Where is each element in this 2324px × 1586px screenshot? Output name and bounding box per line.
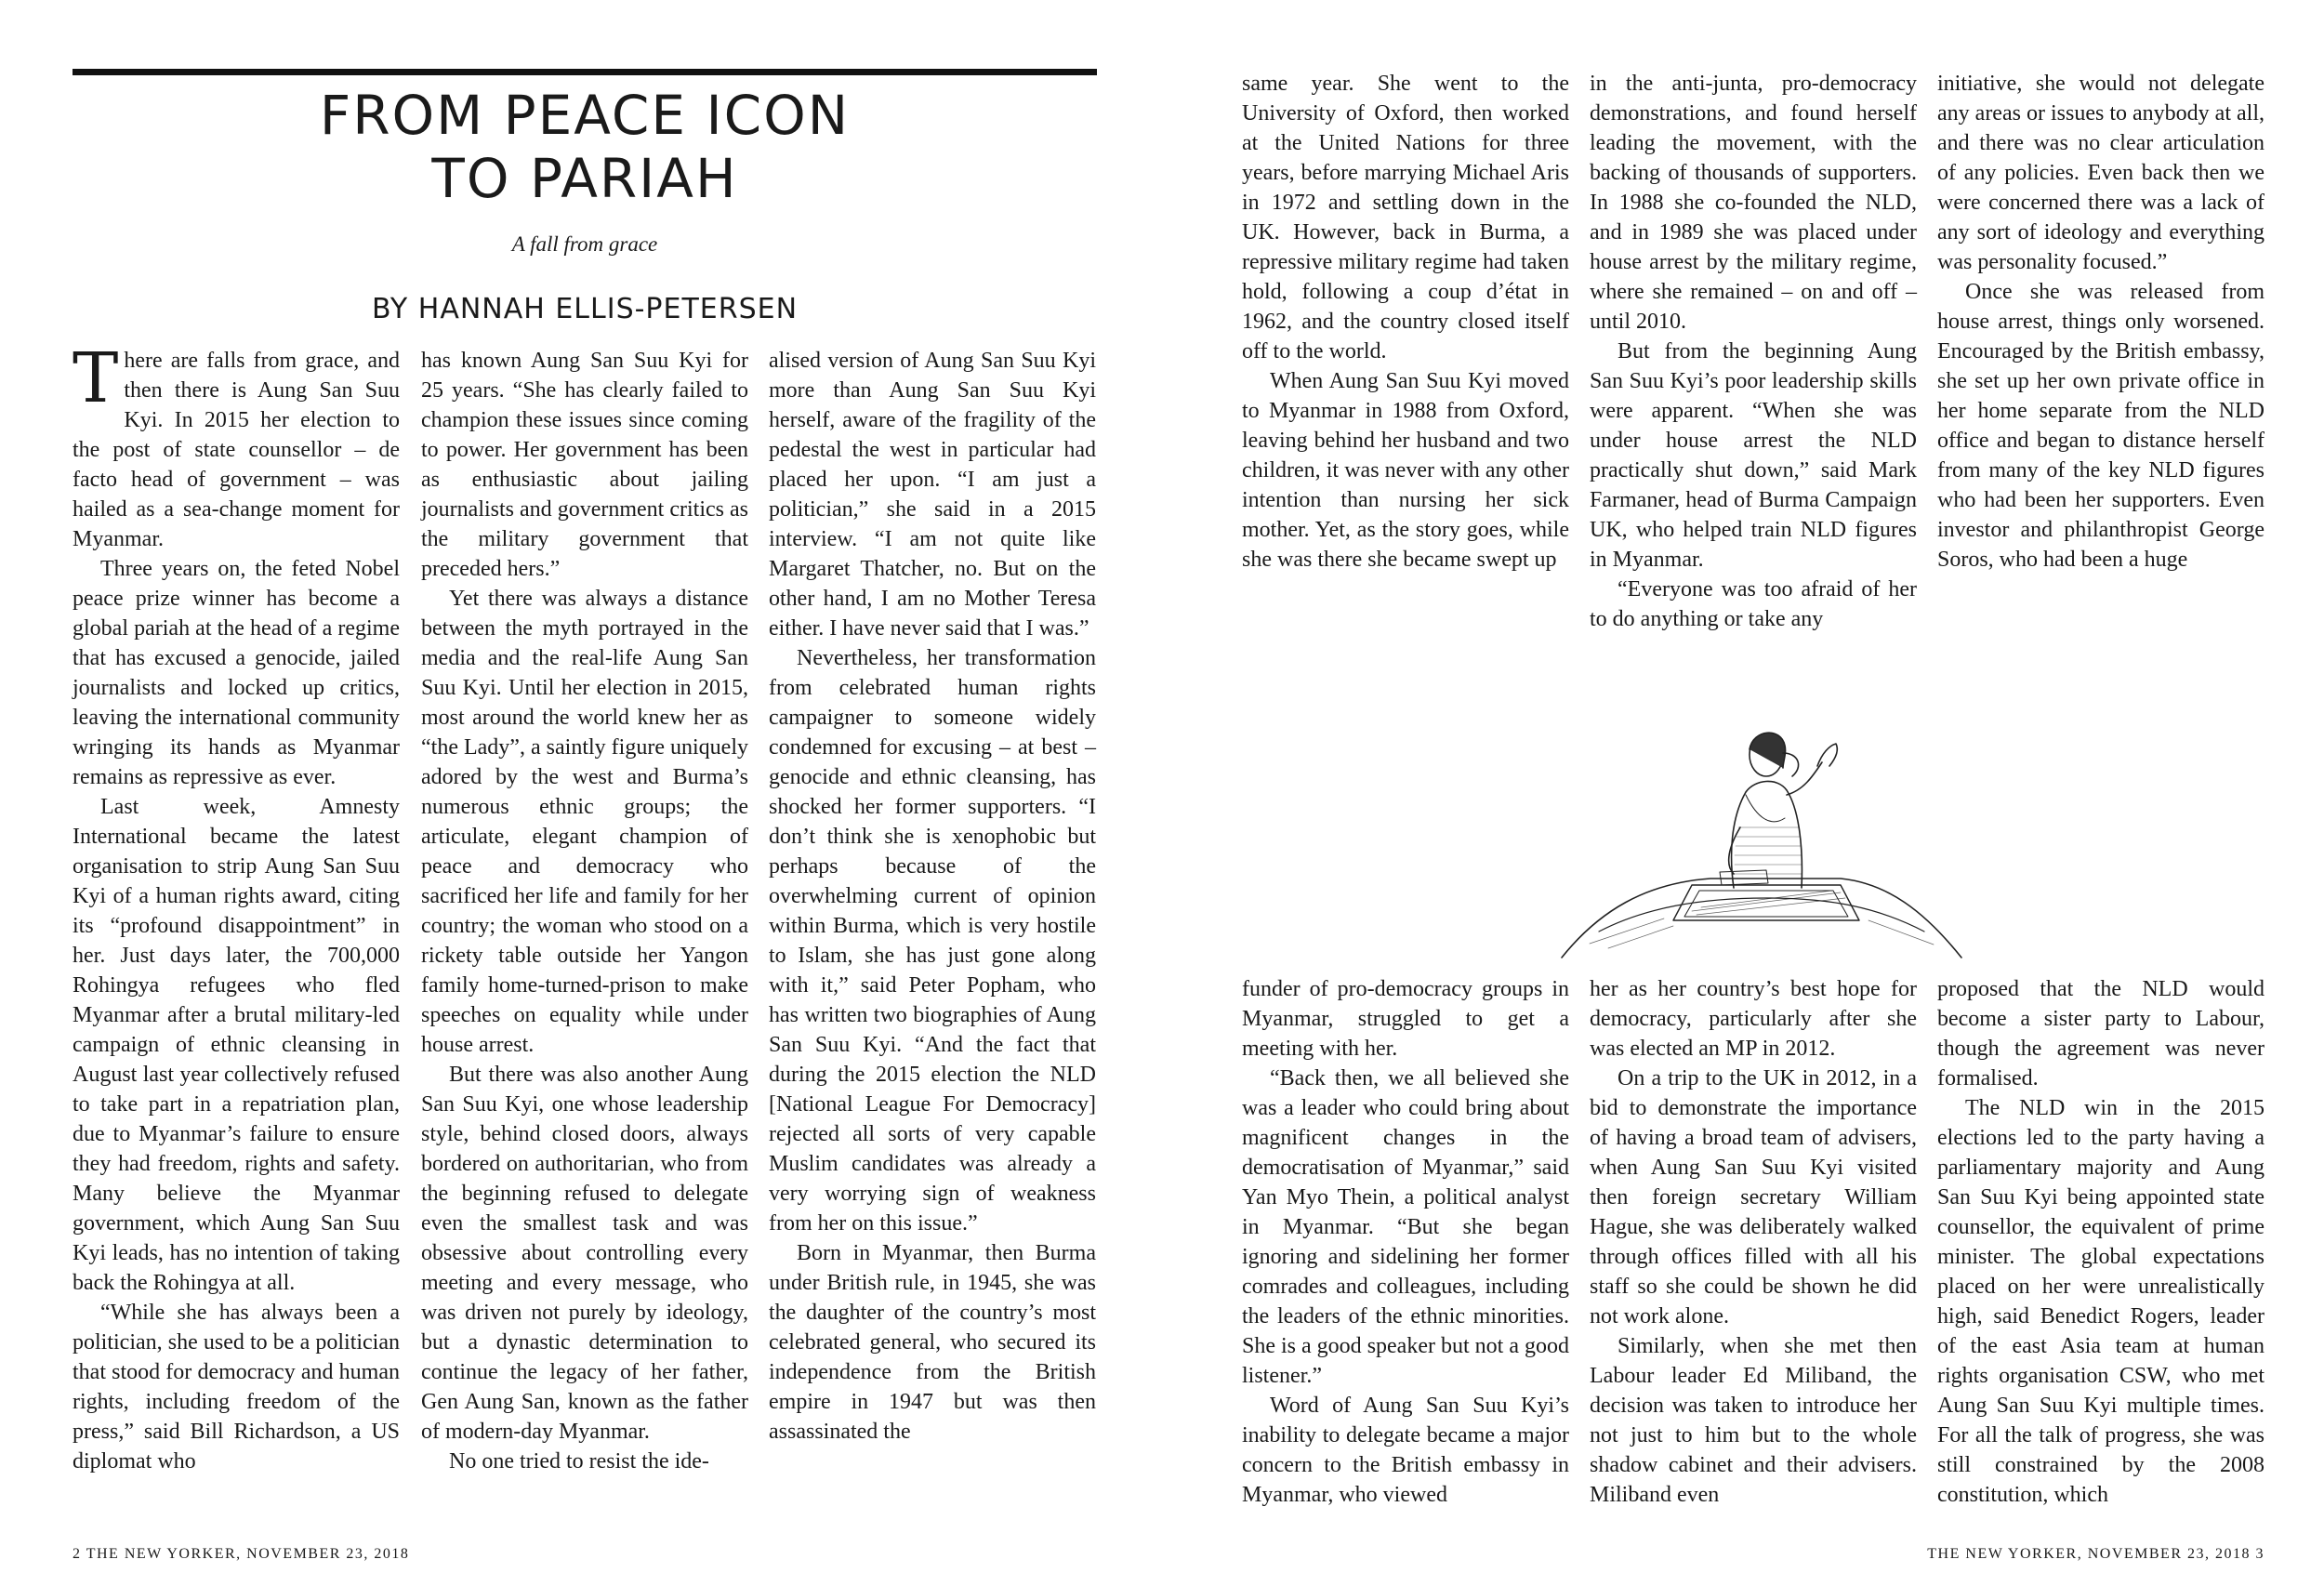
paragraph: When Aung San Suu Kyi moved to Myanmar in 1988 from Oxford, leaving behind her husband and two children, it was never with any other intention than nursing her sick mother. Yet, as the story goes, while she was there she became swept up bbox=[1242, 369, 1569, 572]
title-line-1: FROM PEACE ICON bbox=[319, 84, 851, 147]
paragraph: There are falls from grace, and then there is Aung San Suu Kyi. In 2015 her election to the post of state counsellor – de facto head of government – was hailed as a sea-change moment for Myanmar. bbox=[73, 338, 400, 551]
paragraph: same year. She went to the University of Oxford, then worked at the United Nations for three years, before marrying Michael Aris in 1972 and settling down in the UK. However, back in Burma, a repressive military regime had taken hold, following a coup d’état in 1962, and the country closed itself off to the world. bbox=[1242, 72, 1569, 363]
right-bottom-column-2 bbox=[1590, 974, 1917, 1510]
paragraph: her as her country’s best hope for democracy, particularly after she was elected an MP in 2012. bbox=[1590, 977, 1917, 1061]
paragraph: Yet there was always a distance between the myth portrayed in the media and the real-life Aung San Suu Kyi. Until her election in 2015, most around the world knew her as “the Lady”, a saintly figure uniquely adored by the west and Burma’s numerous ethnic groups; the articulate, elegant champion of peace and democracy who sacrificed her life and family for her country; the woman who stood on a rickety table outside her Yangon family home-turned-prison to make speeches on equality while under house arrest. bbox=[421, 587, 748, 1057]
paragraph: “Everyone was too afraid of her to do anything or take any bbox=[1590, 577, 1917, 631]
paragraph: alised version of Aung San Suu Kyi more than Aung San Suu Kyi herself, aware of the fragility of the pedestal the west in particular had placed her upon. “I am just a politician,” she said in a 2015 interview. “I am not quite like Margaret Thatcher, no. But on the other hand, I am no Mother Teresa either. I have never said that I was.” bbox=[769, 349, 1096, 641]
folio-right: THE NEW YORKER, NOVEMBER 23, 2018 3 bbox=[1927, 1546, 2265, 1562]
paragraph: The NLD win in the 2015 elections led to the party having a parliamentary majority and Aung San Suu Kyi being appointed state counsellor, the equivalent of prime minister. The global expectations placed on her were unrealistically high, said Benedict Rogers, leader of the east Asia team at human rights organisation CSW, who met Aung San Suu Kyi multiple times. For all the talk of progress, she was still constrained by the 2008 constitution, which bbox=[1937, 1096, 2265, 1507]
paragraph: proposed that the NLD would become a sister party to Labour, though the agreement was never formalised. bbox=[1937, 977, 2265, 1090]
left-column-2 bbox=[421, 346, 748, 1476]
paragraph: Once she was released from house arrest, things only worsened. Encouraged by the British embassy, she set up her own private office in her home separate from the NLD office and began to distance herself from many of the key NLD figures who had been her supporters. Even investor and philanthropist George Soros, who had been a huge bbox=[1937, 280, 2265, 572]
paragraph: in the anti-junta, pro-democracy demonstrations, and found herself leading the movement, with the backing of thousands of supporters. In 1988 she co-founded the NLD, and in 1989 she was placed under house arrest by the military regime, where she remained – on and off – until 2010. bbox=[1590, 72, 1917, 334]
article-title bbox=[73, 84, 1097, 210]
paragraph: has known Aung San Suu Kyi for 25 years. “She has clearly failed to champion these issues since coming to power. Her government has been as enthusiastic about jailing journalists and government critics as the military government that preceded hers.” bbox=[421, 349, 748, 581]
paragraph: Word of Aung San Suu Kyi’s inability to delegate became a major concern to the British embassy in Myanmar, who viewed bbox=[1242, 1394, 1569, 1507]
illustration-woman-waving-from-car bbox=[1534, 688, 1980, 967]
paragraph: On a trip to the UK in 2012, in a bid to demonstrate the importance of having a broad team of advisers, when Aung San Suu Kyi visited then foreign secretary William Hague, she was deliberately walked through offices filled with all his staff so she could be shown he did not work alone. bbox=[1590, 1066, 1917, 1328]
paragraph: Similarly, when she met then Labour leader Ed Miliband, the decision was taken to introduce her not just to him but to the whole shadow cabinet and their advisers. Miliband even bbox=[1590, 1334, 1917, 1507]
left-column-3 bbox=[769, 346, 1096, 1447]
paragraph: But there was also another Aung San Suu Kyi, one whose leadership style, behind closed doors, always bordered on authoritarian, who from the beginning refused to delegate even the smallest task and was obsessive about controlling every meeting and every message, who was driven not purely by ideology, but a dynastic determination to continue the legacy of her father, Gen Aung San, known as the father of modern-day Myanmar. bbox=[421, 1063, 748, 1444]
title-line-2: TO PARIAH bbox=[431, 147, 738, 210]
title-rule bbox=[73, 69, 1097, 75]
paragraph: initiative, she would not delegate any areas or issues to anybody at all, and there was no clear articulation of any policies. Even back then we were concerned there was a lack of any sort of ideology and everything was personality focused.” bbox=[1937, 72, 2265, 274]
left-column-1 bbox=[73, 338, 400, 1476]
right-top-column-3 bbox=[1937, 69, 2265, 575]
paragraph: But from the beginning Aung San Suu Kyi’s poor leadership skills were apparent. “When she was under house arrest the NLD practically shut down,” said Mark Farmaner, head of Burma Campaign UK, who helped train NLD figures in Myanmar. bbox=[1590, 339, 1917, 572]
folio-left: 2 THE NEW YORKER, NOVEMBER 23, 2018 bbox=[73, 1546, 410, 1562]
right-top-column-2 bbox=[1590, 69, 1917, 634]
paragraph: No one tried to resist the ide- bbox=[449, 1449, 709, 1474]
drop-cap: T bbox=[73, 338, 119, 418]
right-page bbox=[1162, 0, 2324, 1586]
paragraph: “Back then, we all believed she was a leader who could bring about magnificent changes in the democratisation of Myanmar,” said Yan Myo Thein, a political analyst in Myanmar. “But she began ignoring and sidelining her former comrades and colleagues, including the leaders of the ethnic minorities. She is a good speaker but not a good listener.” bbox=[1242, 1066, 1569, 1388]
paragraph: Last week, Amnesty International became the latest organisation to strip Aung San Suu Kyi of a human rights award, citing its “profound disappointment” in her. Just days later, the 700,000 Rohingya refugees who fled Myanmar after a brutal military-led campaign of ethnic cleansing in August last year collectively refused to take part in a repatriation plan, due to Myanmar’s failure to ensure they had freedom, rights and safety. Many believe the Myanmar government, which Aung San Suu Kyi leads, has no intention of taking back the Rohingya at all. bbox=[73, 795, 400, 1295]
article-dek: A fall from grace bbox=[511, 232, 658, 256]
right-bottom-column-1 bbox=[1242, 974, 1569, 1510]
paragraph: Nevertheless, her transformation from celebrated human rights campaigner to someone widely condemned for excusing – at best – genocide and ethnic cleansing, has shocked her former supporters. “I don’t think she is xenophobic but perhaps because of the overwhelming current of opinion within Burma, which is very hostile to Islam, she has just gone along with it,” said Peter Popham, who has written two biographies of Aung San Suu Kyi. “And the fact that during the 2015 election the NLD [National League For Democracy] rejected all sorts of very capable Muslim candidates was already a very worrying sign of weakness from her on this issue.” bbox=[769, 646, 1096, 1236]
paragraph: Born in Myanmar, then Burma under British rule, in 1945, she was the daughter of the country’s most celebrated general, who secured its independence from the British empire in 1947 but was then assassinated the bbox=[769, 1241, 1096, 1444]
paragraph: Three years on, the feted Nobel peace prize winner has become a global pariah at the head of a regime that has excused a genocide, jailed journalists and locked up critics, leaving the international community wringing its hands as Myanmar remains as repressive as ever. bbox=[73, 557, 400, 789]
article-byline: BY HANNAH ELLIS-PETERSEN bbox=[371, 293, 799, 325]
paragraph: funder of pro-democracy groups in Myanmar, struggled to get a meeting with her. bbox=[1242, 977, 1569, 1061]
right-top-column-1 bbox=[1242, 69, 1569, 575]
paragraph: “While she has always been a politician, she used to be a politician that stood for democracy and human rights, including freedom of the press,” said Bill Richardson, a US diplomat who bbox=[73, 1301, 400, 1474]
right-bottom-column-3 bbox=[1937, 974, 2265, 1510]
